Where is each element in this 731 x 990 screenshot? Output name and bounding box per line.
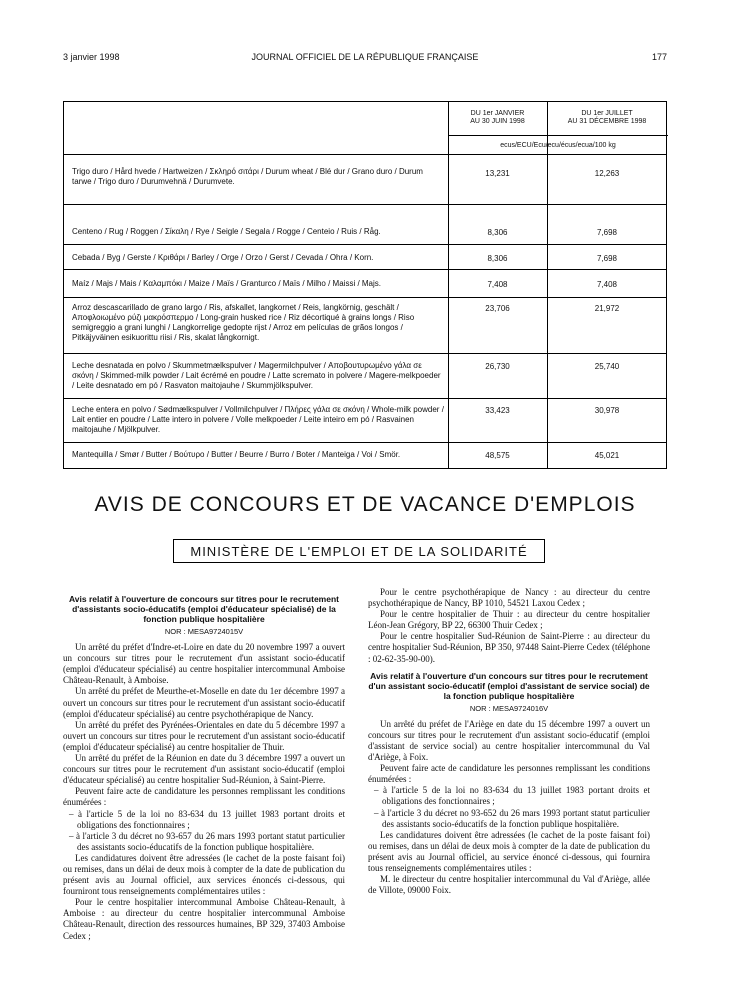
avis1-paragraph: Pour le centre hospitalier de Thuir : au directeur du centre hospitalier Léon-Jean Grégory, BP 22, 66300 Thuir Cedex ; [368,609,650,631]
price-table [63,101,667,469]
table-row-value-h1: 13,231 [485,169,510,178]
avis2-paragraph: Peuvent faire acte de candidature les personnes remplissant les conditions énumérées : [368,763,650,785]
table-row-desc: Leche entera en polvo / Sødmælkspulver / Vollmilchpulver / Πλήρες γάλα σε σκόνη / Whole-milk powder / Lait entier en poudre / Latte intero in polvere / Volle melkpoeder / Leite inteiro em pó / Rasvainen maitojauhe / Mjölkpulver. [72,405,444,434]
table-row-value-h2: 7,698 [596,254,618,263]
units-label: ecus/ECU/Ecu/ecu/écus/ecua/100 kg [500,142,616,149]
table-row-value-h2: 7,408 [596,280,618,289]
table-row-desc: Centeno / Rug / Roggen / Σίκαλη / Rye / Seigle / Segala / Rogge / Centeio / Ruis / Råg. [72,227,381,236]
avis1-paragraph: Pour le centre psychothérapique de Nancy : au directeur du centre psychothérapique de Nancy, BP 1010, 54521 Laxou Cedex ; [368,587,650,609]
table-row-value-h1: 48,575 [485,451,510,460]
row-separator [64,154,666,155]
avis2-paragraph: Les candidatures doivent être adressées (le cachet de la poste faisant foi) ou remises, dans un délai de deux mois à compter de la date de publication du présent avis au Journal officiel, au service énoncé ci-dessous, qui fournira tous renseignements complémentaires utiles : [368,829,650,873]
avis1-paragraph: Pour le centre hospitalier intercommunal Amboise Château-Renault, à Amboise : au directeur du centre hospitalier intercommunal Amboise Château-Renault, direction des ressources humaines, BP 329, 37403 Amboise Cedex ; [63,897,345,941]
table-row-value-h2: 21,972 [594,304,620,313]
table-row-value-h1: 23,706 [485,304,510,313]
row-separator [64,244,666,245]
table-row-desc: Maíz / Majs / Mais / Καλαμπόκι / Maize / Maïs / Granturco / Maïs / Milho / Maissi / Majs. [72,279,381,288]
header-page-number: 177 [651,52,667,62]
row-separator [64,269,666,270]
table-row-value-h1: 8,306 [487,254,508,263]
row-separator [64,204,666,205]
table-row-value-h2: 25,740 [594,362,620,371]
ministry-heading: MINISTÈRE DE L'EMPLOI ET DE LA SOLIDARITÉ [173,539,545,563]
avis1-paragraph: Les candidatures doivent être adressées (le cachet de la poste faisant foi) ou remises, dans un délai de deux mois à compter de la date de publication du présent avis au Journal officiel, aux services énoncés ci-dessous, qui fourniront tous renseignements complémentaires utiles : [63,852,345,897]
avis1-paragraph: Pour le centre hospitalier Sud-Réunion de Saint-Pierre : au directeur du centre hospitalier Sud-Réunion, BP 350, 97448 Saint-Pierre Cedex (téléphone : 02-62-35-90-00). [368,631,650,664]
avis1-paragraph: Peuvent faire acte de candidature les personnes remplissant les conditions énumérées : [63,786,345,808]
col-header-second-half: DU 1er JUILLET AU 31 DÉCEMBRE 1998 [567,110,647,125]
avis1-paragraph: Un arrêté du préfet d'Indre-et-Loire en date du 20 novembre 1997 a ouvert un concours sur titres pour le recrutement d'un assistant socio-éducatif (emploi d'éducateur spécialisé) au centre hospitalier intercommunal Amboise Château-Renault, à Amboise. [63,642,345,686]
avis2-title: Avis relatif à l'ouverture d'un concours sur titres pour le recrutement d'un assistant socio-éducatif (emploi d'assistant de service social) de la fonction publique hospitalière [368,670,650,701]
table-row-desc: Cebada / Byg / Gerste / Κριθάρι / Barley / Orge / Orzo / Gerst / Cevada / Ohra / Korn. [72,253,374,262]
table-row-value-h1: 7,408 [487,280,508,289]
avis1-title: Avis relatif à l'ouverture de concours sur titres pour le recrutement d'assistants socio-éducatifs (emploi d'éducateur spécialisé) de la fonction publique hospitalière [68,594,339,624]
right-column [368,587,650,896]
section-title: AVIS DE CONCOURS ET DE VACANCE D'EMPLOIS [94,493,636,516]
avis2-condition: – à l'article 5 de la loi no 83-634 du 13 juillet 1983 portant droits et obligations des fonctionnaires ; [374,785,650,807]
table-row-value-h1: 33,423 [485,406,510,415]
col-header-first-half: DU 1er JANVIER AU 30 JUIN 1998 [470,110,525,125]
row-separator [64,353,666,354]
avis1-paragraph: Un arrêté du préfet des Pyrénées-Orientales en date du 5 décembre 1997 a ouvert un concours sur titres pour le recrutement d'un assistant socio-éducatif (emploi d'éducateur spécialisé) au centre hospitalier de Thuir. [63,719,345,752]
table-row-desc: Arroz descascarillado de grano largo / Ris, afskallet, langkornet / Reis, langkörnig, geschält / Αποφλοιωμένο ρύζι μακρόσπερμο / Long-grain husked rice / Riz décortiqué à grains longs / Riso semigreggio a grani lunghi / Langkorrelige gedopte rijst / Arroz em películas de grãos longos / Pitkäjyväinen esikuorittu riisi / Ris, skalat långkornigt. [72,303,415,342]
table-row-value-h1: 26,730 [485,362,510,371]
table-row-value-h1: 8,306 [487,228,508,237]
avis1-column [63,594,345,942]
table-row-value-h2: 7,698 [596,228,618,237]
table-row-value-h2: 30,978 [594,406,620,415]
header-separator [448,135,668,136]
avis2-nor: NOR : MESA9724016V [469,703,549,713]
avis2-paragraph: M. le directeur du centre hospitalier intercommunal du Val d'Ariège, allée de Villote, 09000 Foix. [368,874,650,896]
row-separator [64,297,666,298]
avis1-condition: – à l'article 5 de la loi no 83-634 du 13 juillet 1983 portant droits et obligations des fonctionnaires ; [69,808,345,830]
header-date: 3 janvier 1998 [63,52,120,62]
avis1-paragraph: Un arrêté du préfet de la Réunion en date du 3 décembre 1997 a ouvert un concours sur titres pour le recrutement d'un assistant socio-éducatif (emploi d'éducateur spécialisé) au centre hospitalier Sud-Réunion, à Saint-Pierre. [63,753,345,786]
row-separator [64,442,666,443]
table-row-desc: Trigo duro / Hård hvede / Hartweizen / Σκληρό σιτάρι / Durum wheat / Blé dur / Grano duro / Durum tarwe / Trigo duro / Durumvehnä / Durumvete. [72,167,423,186]
avis1-paragraph: Un arrêté du préfet de Meurthe-et-Moselle en date du 1er décembre 1997 a ouvert un concours sur titres pour le recrutement d'un assistant socio-éducatif (emploi d'éducateur spécialisé) au centre psychothérapique de Nancy. [63,686,345,719]
table-row-value-h2: 45,021 [594,451,620,460]
table-row-desc: Leche desnatada en polvo / Skummetmælkspulver / Magermilchpulver / Αποβουτυρωμένο γάλα σε σκόνη / Skimmed-milk powder / Lait écrémé en poudre / Latte scremato in polvere / Magere-melkpoeder / Leite desnatado em pó / Rasvaton maitojauhe / Skummjölkspulver. [72,361,441,390]
avis2-paragraph: Un arrêté du préfet de l'Ariège en date du 15 décembre 1997 a ouvert un concours sur titres pour le recrutement d'un assistant socio-éducatif (emploi d'assistant de service social) au centre hospitalier intercommunal du Val d'Ariège, à Foix. [368,718,650,763]
avis1-condition: – à l'article 3 du décret no 93-657 du 26 mars 1993 portant statut particulier des assistants socio-éducatifs de la fonction publique hospitalière. [69,830,345,852]
table-row-desc: Mantequilla / Smør / Butter / Βούτυρο / Butter / Beurre / Burro / Boter / Manteiga / Voi / Smör. [72,450,401,459]
row-separator [64,398,666,399]
header-journal-title: JOURNAL OFFICIEL DE LA RÉPUBLIQUE FRANÇAISE [251,52,479,62]
table-row-value-h2: 12,263 [594,169,620,178]
avis2-condition: – à l'article 3 du décret no 93-652 du 26 mars 1993 portant statut particulier des assistants socio-éducatifs de la fonction publique hospitalière. [374,807,650,829]
avis1-nor: NOR : MESA9724015V [164,627,244,636]
